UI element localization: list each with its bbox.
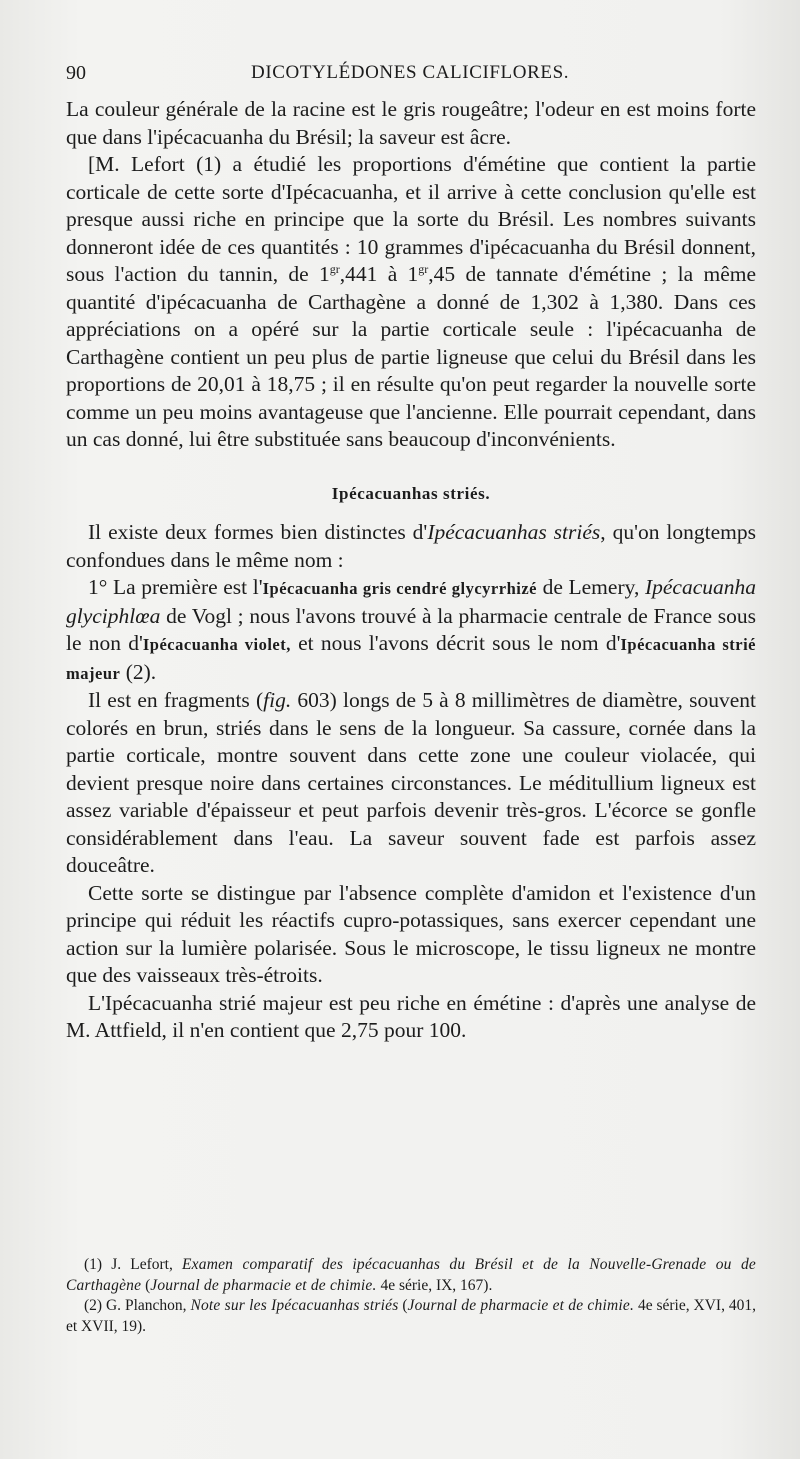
page-body [66,96,756,1045]
paragraph-first-form: 1° La première est l'Ipécacuanha gris cendré glycyrrhizé de Lemery, Ipécacuanha glyciphlœa de Vogl ; nous l'avons trouvé à la pharmacie centrale de France sous le non d'Ipécacuanha violet, et nous l'avons décrit sous le nom d'Ipécacuanha strié majeur (2). [66,575,757,684]
paragraph-fragments: Il est en fragments (fig. 603) longs de 5 à 8 millimètres de diamètre, souvent colorés en brun, striés dans le sens de la longueur. Sa cassure, cornée dans la partie corticale, montre souvent dans cette zone une couleur violacée, qui devient presque noire dans certaines circonstances. Le méditullium ligneux est assez variable d'épaisseur et peut parfois devenir très-gros. L'écorce se gonfle considérablement dans l'eau. La saveur souvent fade est parfois assez douceâtre. [66,688,756,877]
paragraph-emetine: L'Ipécacuanha strié majeur est peu riche en émétine : d'après une analyse de M. Attfield, il n'en contient que 2,75 pour 100. [66,990,756,1042]
page-number: 90 [66,62,86,84]
page-header [66,62,756,92]
footnotes [66,1255,756,1337]
paragraph-root-color: La couleur générale de la racine est le gris rougeâtre; l'odeur en est moins forte que dans l'ipécacuanha du Brésil; la saveur est âcre. [66,97,756,149]
running-title: DICOTYLÉDONES CALICIFLORES. [251,62,570,83]
paragraph-lefort-study: [M. Lefort (1) a étudié les proportions d'émétine que contient la partie corticale de cette sorte d'Ipécacuanha, et il arrive à cette conclusion qu'elle est presque aussi riche en principe que la sorte du Brésil. Les nombres suivants donneront idée de ces quantités : 10 grammes d'ipécacuanha du Brésil donnent, sous l'action du tannin, de $1^{gr},441$ à $1^{gr},45$ de tannate d'émétine ; la même quantité d'ipécacuanha de Carthagène a donné de 1,302 à 1,380. Dans ces appréciations on a opéré sur la partie corticale seule : l'ipécacuanha de Carthagène contient un peu plus de partie ligneuse que celui du Brésil dans les proportions de 20,01 à 18,75 ; il en résulte qu'on peut regarder la nouvelle sorte comme un peu moins avantageuse que l'ancienne. Elle pourrait cependant, dans un cas donné, lui être substituée sans beaucoup d'inconvénients. [66,152,756,451]
paragraph-two-forms: Il existe deux formes bien distinctes d'Ipécacuanhas striés, qu'on longtemps confondues dans le même nom : [66,520,756,572]
footnote-2: (2) G. Planchon, Note sur les Ipécacuanhas striés (Journal de pharmacie et de chimie. 4e série, XVI, 401, et XVII, 19). [66,1297,756,1335]
footnote-1: (1) J. Lefort, Examen comparatif des ipécacuanhas du Brésil et de la Nouvelle-Grenade ou de Carthagène (Journal de pharmacie et de chimie. 4e série, IX, 167). [66,1256,756,1294]
paragraph-distinction: Cette sorte se distingue par l'absence complète d'amidon et l'existence d'un principe qui réduit les réactifs cupro-potassiques, sans exercer cependant une action sur la lumière polarisée. Sous le microscope, le tissu ligneux ne montre que des vaisseaux très-étroits. [66,880,756,987]
section-title: Ipécacuanhas striés. [331,483,491,503]
